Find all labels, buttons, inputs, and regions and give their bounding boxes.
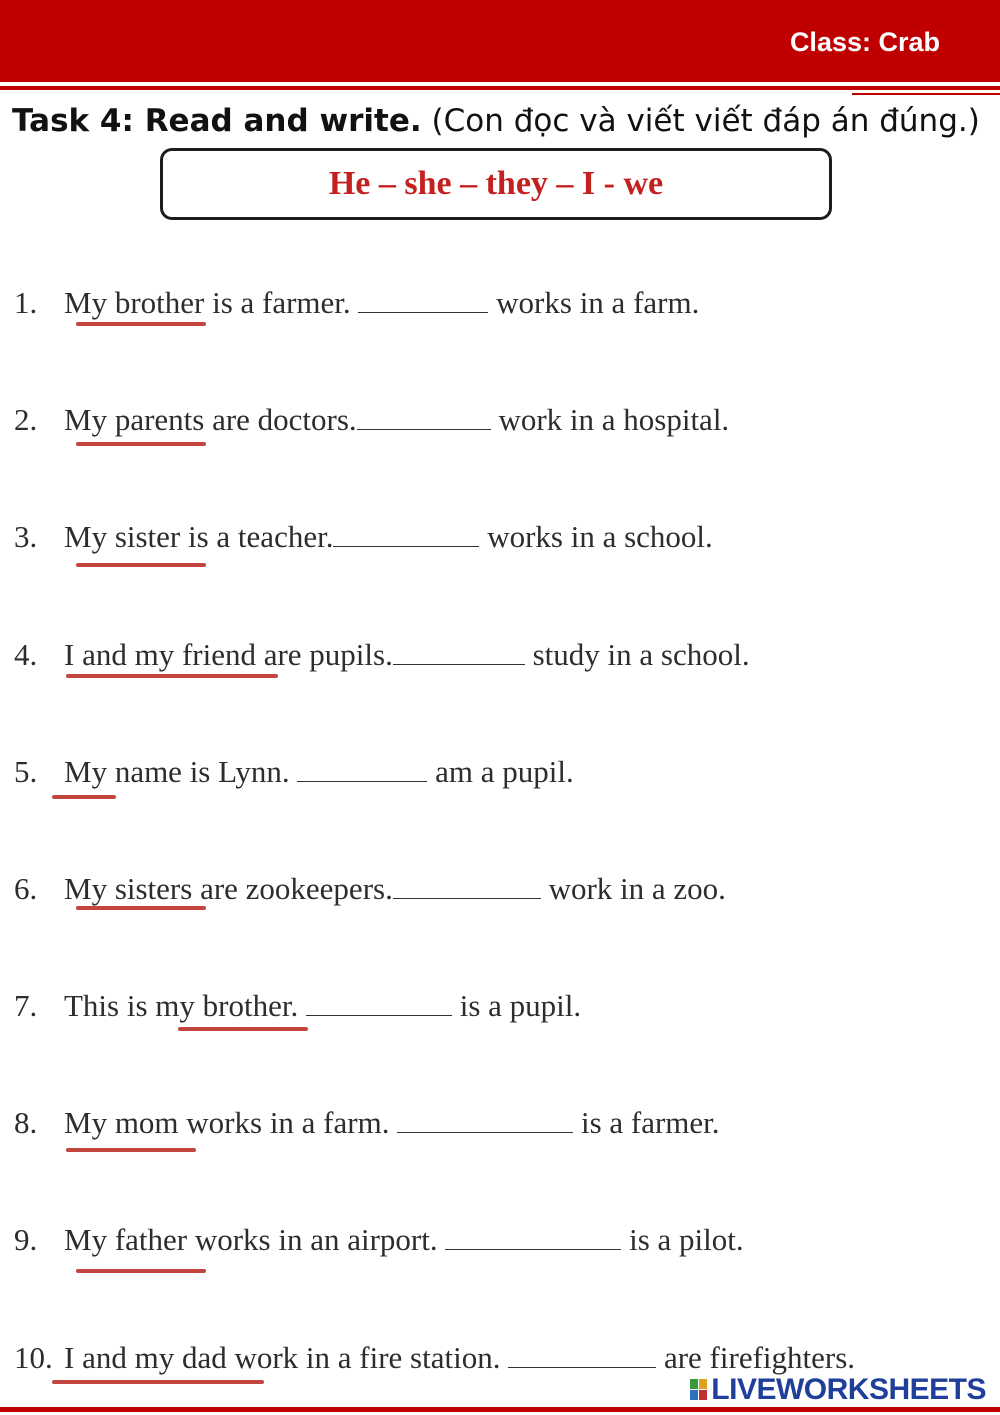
- question-number: 9.: [14, 1222, 38, 1257]
- logo-text: LIVEWORKSHEETS: [711, 1373, 986, 1406]
- question-7: [14, 988, 581, 1024]
- question-2: [14, 402, 729, 438]
- question-number: 2.: [14, 402, 38, 437]
- question-1: [14, 285, 699, 321]
- question-text: My father works in an airport.: [64, 1222, 438, 1257]
- answer-blank[interactable]: [445, 1227, 621, 1250]
- question-text: My parents are doctors.: [64, 402, 357, 437]
- word-bank-box: [160, 148, 832, 220]
- subject-underline: [76, 563, 206, 567]
- task-title: [12, 103, 980, 139]
- question-text-after: are firefighters.: [663, 1340, 856, 1375]
- question-text-after: am a pupil.: [435, 754, 574, 789]
- question-5: [14, 754, 574, 790]
- task-title-bold: Task 4: Read and write.: [12, 103, 422, 139]
- subject-underline: [178, 1027, 308, 1031]
- question-text: My sisters are zookeepers.: [64, 871, 393, 906]
- question-text-after: is a farmer.: [580, 1105, 720, 1140]
- liveworksheets-logo-icon: [690, 1379, 708, 1401]
- subject-underline: [52, 795, 116, 799]
- class-label: Class: Crab: [789, 27, 940, 57]
- question-text-after: work in a zoo.: [548, 871, 726, 906]
- question-text: My brother is a farmer.: [64, 285, 351, 320]
- question-number: 1.: [14, 285, 38, 320]
- question-number: 3.: [14, 519, 38, 554]
- question-text-after: study in a school.: [532, 637, 750, 672]
- question-text: I and my friend are pupils.: [64, 637, 393, 672]
- question-number: 7.: [14, 988, 38, 1023]
- answer-blank[interactable]: [297, 759, 427, 782]
- word-bank-text: He – she – they – I - we: [328, 165, 664, 202]
- question-6: [14, 871, 726, 907]
- question-10: [14, 1340, 855, 1376]
- answer-blank[interactable]: [333, 524, 479, 547]
- question-number: 5.: [14, 754, 38, 789]
- answer-blank[interactable]: [393, 876, 541, 899]
- question-text: This is my brother.: [64, 988, 299, 1023]
- question-text-after: is a pupil.: [459, 988, 582, 1023]
- question-text: My mom works in a farm.: [64, 1105, 390, 1140]
- question-text-after: works in a farm.: [496, 285, 700, 320]
- task-title-instruction: (Con đọc và viết viết đáp án đúng.): [421, 103, 980, 139]
- question-9: [14, 1222, 744, 1258]
- answer-blank[interactable]: [508, 1345, 656, 1368]
- subject-underline: [76, 1269, 206, 1273]
- question-number: 6.: [14, 871, 38, 906]
- question-text-after: work in a hospital.: [498, 402, 730, 437]
- header-divider-accent: [852, 93, 1000, 95]
- subject-underline: [76, 442, 206, 446]
- liveworksheets-logo: [690, 1373, 986, 1407]
- answer-blank[interactable]: [397, 1110, 573, 1133]
- answer-blank[interactable]: [393, 642, 525, 665]
- question-text: My sister is a teacher.: [64, 519, 334, 554]
- answer-blank[interactable]: [358, 290, 488, 313]
- question-text: My name is Lynn.: [64, 754, 290, 789]
- subject-underline: [66, 1148, 196, 1152]
- question-number: 8.: [14, 1105, 38, 1140]
- question-text-after: works in a school.: [487, 519, 713, 554]
- header-divider: [0, 86, 1000, 90]
- subject-underline: [66, 674, 278, 678]
- footer-divider: [0, 1407, 1000, 1412]
- answer-blank[interactable]: [306, 993, 452, 1016]
- question-3: [14, 519, 713, 555]
- question-text: I and my dad work in a fire station.: [64, 1340, 501, 1375]
- subject-underline: [76, 322, 206, 326]
- question-4: [14, 637, 750, 673]
- question-text-after: is a pilot.: [629, 1222, 744, 1257]
- subject-underline: [76, 906, 206, 910]
- question-number: 4.: [14, 637, 38, 672]
- answer-blank[interactable]: [357, 407, 491, 430]
- question-number: 10.: [14, 1340, 53, 1375]
- question-8: [14, 1105, 720, 1141]
- subject-underline: [52, 1380, 264, 1384]
